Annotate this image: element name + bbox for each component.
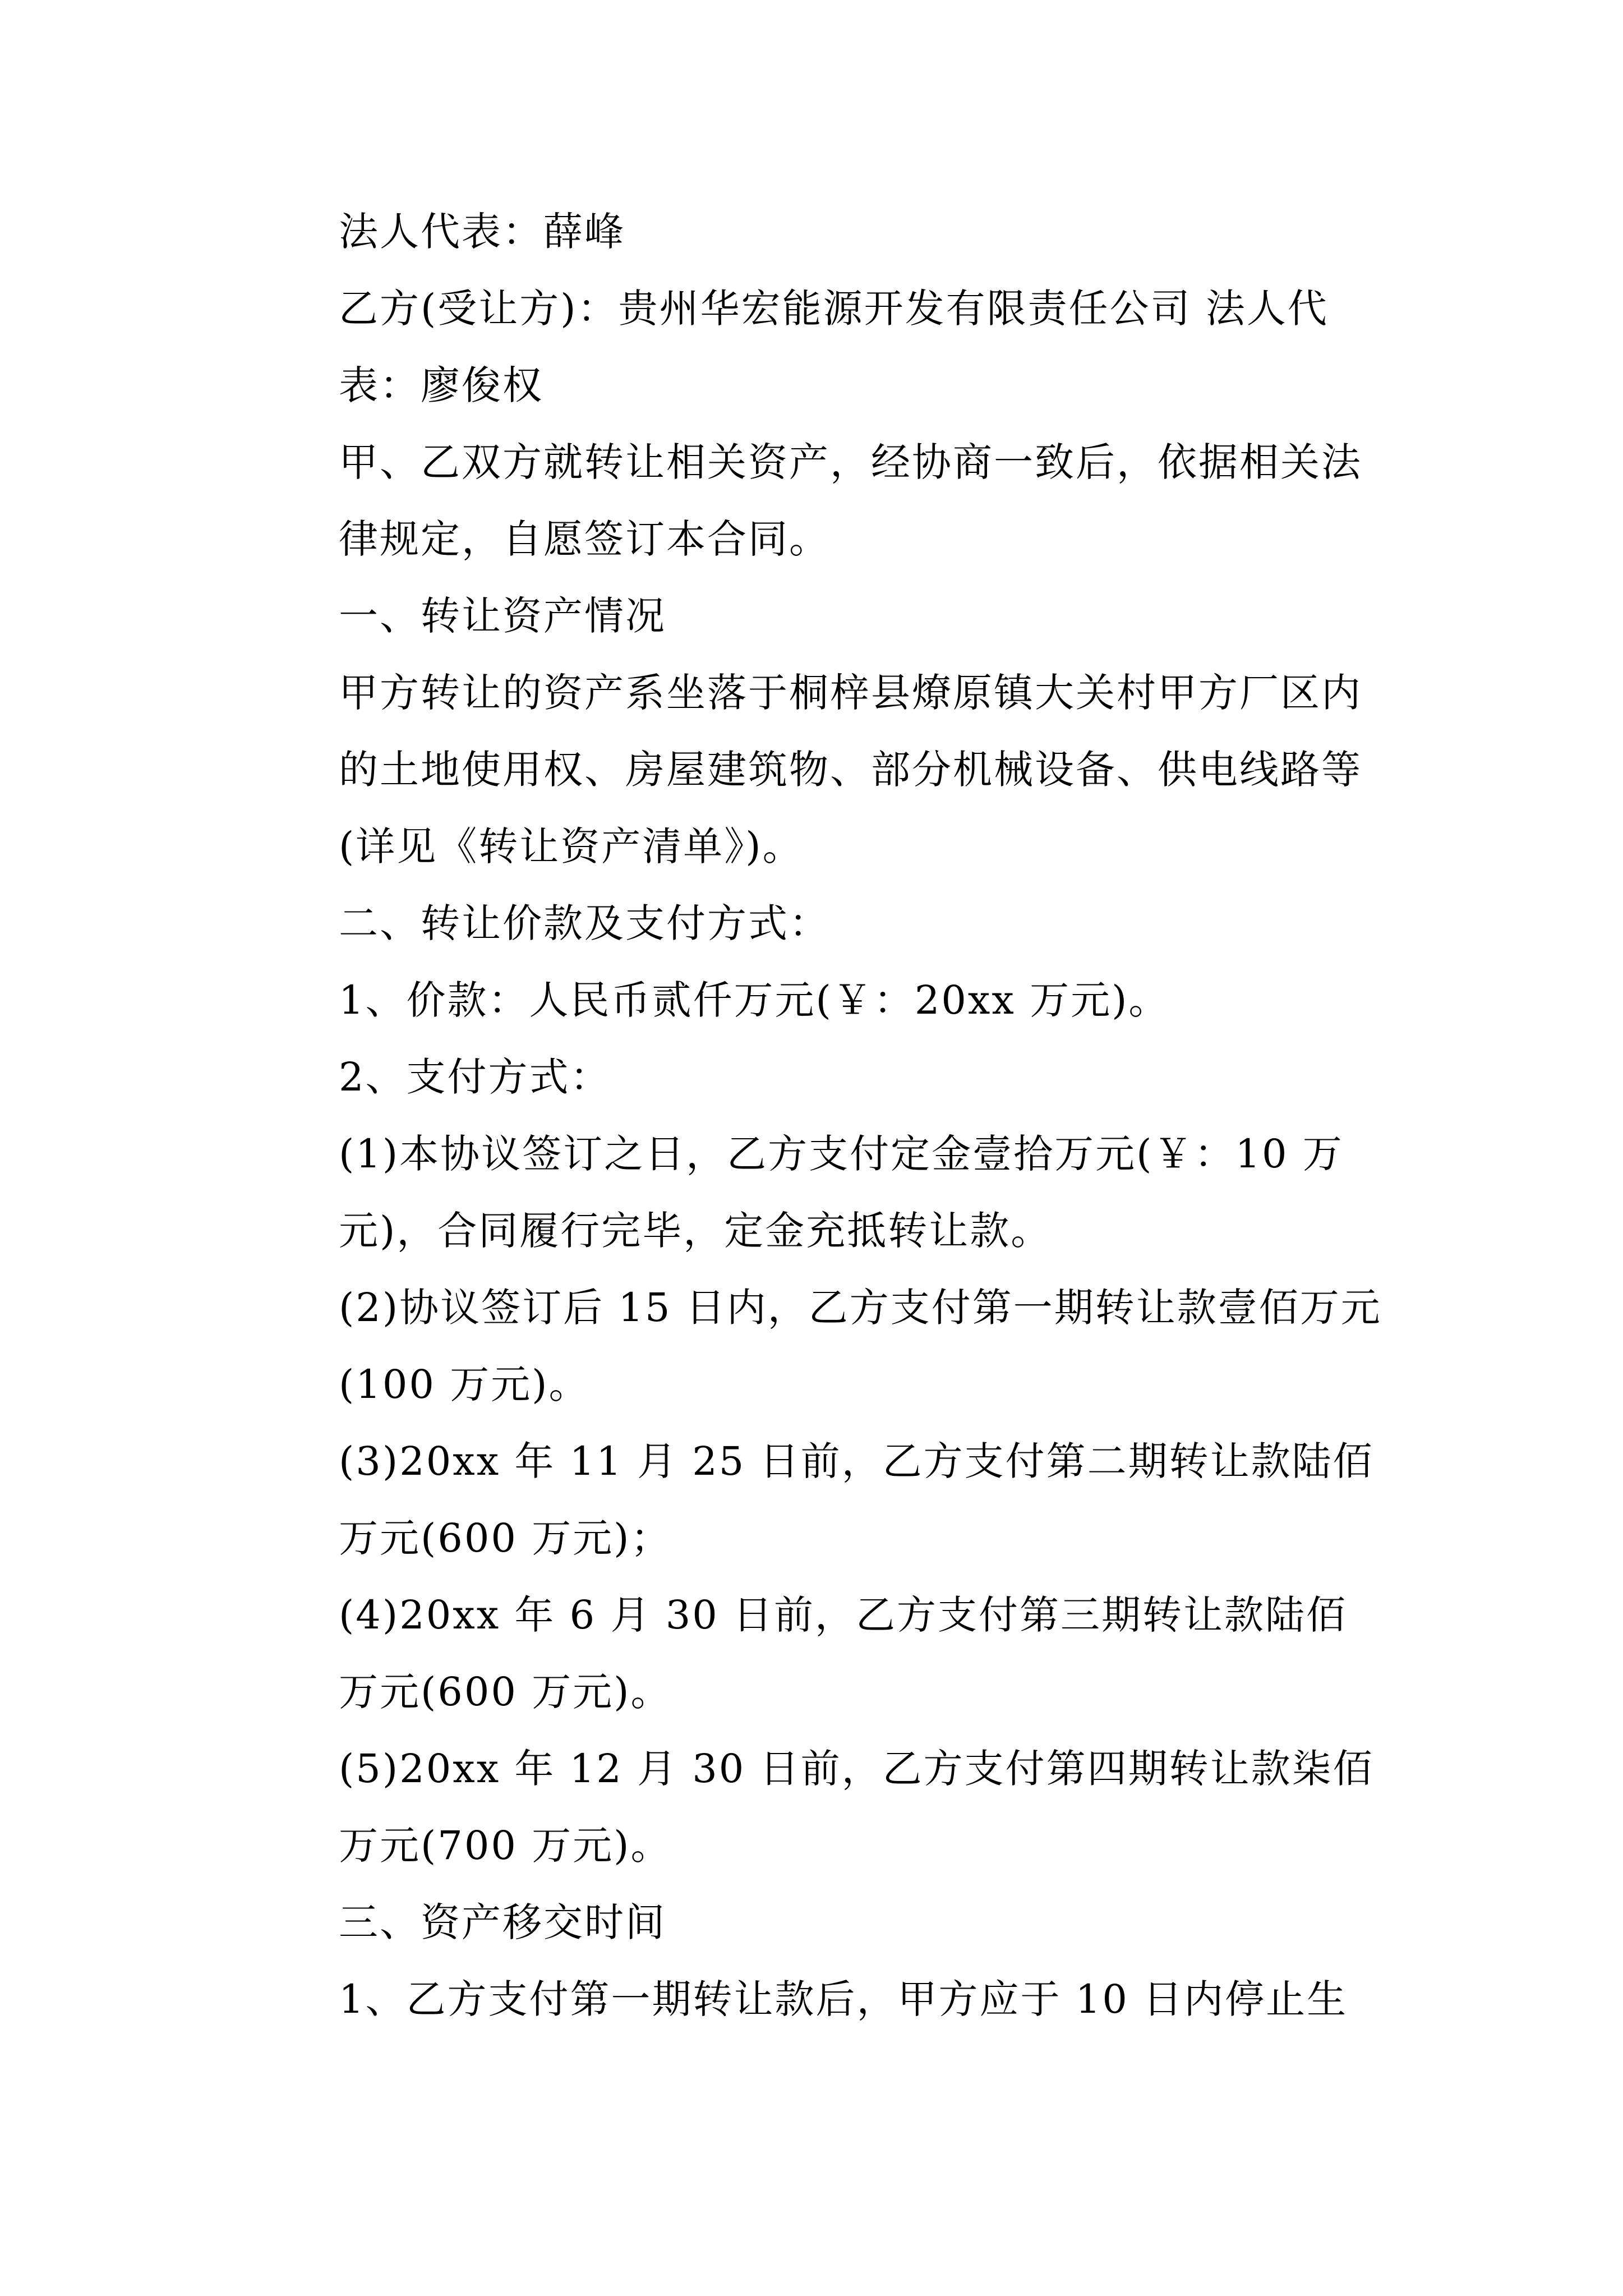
paragraph-payment-item-3: (3)20xx 年 11 月 25 日前，乙方支付第二期转让款陆佰万元(600 万元)； (339, 1438, 1374, 1561)
paragraph-payment-item-4: (4)20xx 年 6 月 30 日前，乙方支付第三期转让款陆佰 (339, 1592, 1348, 1638)
paragraph-payment-item-4-continued: 万元(600 万元)。 (339, 1669, 672, 1715)
paragraph-payment-method: 2、支付方式： (339, 1054, 611, 1100)
paragraph-legal-rep-a: 法人代表：薛峰 (339, 209, 625, 255)
document-body (250, 194, 1389, 2038)
paragraph-party-b: 乙方(受让方)：贵州华宏能源开发有限责任公司 法人代表：廖俊权 (339, 286, 1329, 408)
section-heading-handover: 三、资产移交时间 (339, 1899, 666, 1945)
paragraph-agreement-intro: 甲、乙双方就转让相关资产，经协商一致后，依据相关法律规定，自愿签订本合同。 (339, 439, 1362, 562)
paragraph-asset-description: 甲方转让的资产系坐落于桐梓县燎原镇大关村甲方厂区内的土地使用权、房屋建筑物、部分机械设备、供电线路等(详见《转让资产清单》)。 (339, 670, 1362, 869)
paragraph-payment-item-1: (1)本协议签订之日，乙方支付定金壹拾万元(￥：10 万元)，合同履行完毕，定金充抵转让款。 (339, 1131, 1344, 1254)
paragraph-price: 1、价款：人民币贰仟万元(￥：20xx 万元)。 (339, 977, 1170, 1023)
paragraph-payment-item-2: (2)协议签订后 15 日内，乙方支付第一期转让款壹佰万元(100 万元)。 (339, 1285, 1382, 1407)
paragraph-payment-item-5: (5)20xx 年 12 月 30 日前，乙方支付第四期转让款柒佰万元(700 万元)。 (339, 1746, 1374, 1869)
section-heading-price-payment: 二、转让价款及支付方式： (339, 900, 830, 946)
section-heading-assets: 一、转让资产情况 (339, 593, 666, 639)
paragraph-handover-item-1: 1、乙方支付第一期转让款后，甲方应于 10 日内停止生 (339, 1976, 1348, 2022)
